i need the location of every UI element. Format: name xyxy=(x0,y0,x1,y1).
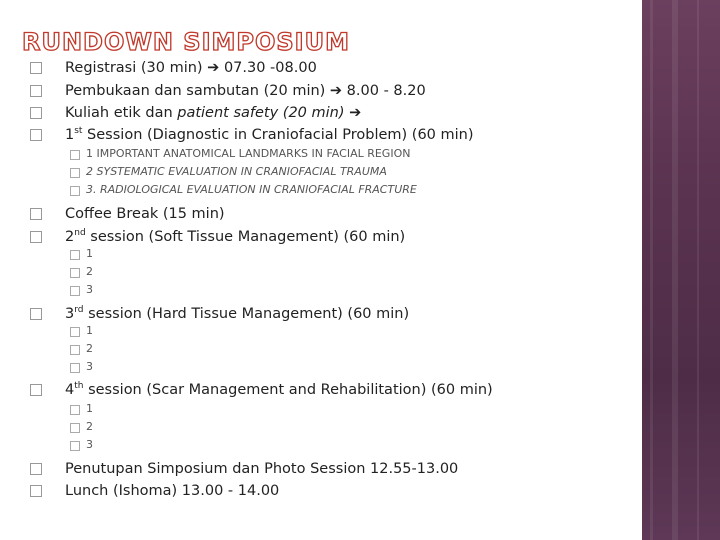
sub-bullet-icon xyxy=(70,441,80,451)
bullet-icon xyxy=(30,463,42,475)
sub-bullet-icon xyxy=(70,286,80,296)
session-number: 4 xyxy=(65,382,75,398)
session-number: 1 xyxy=(65,127,75,143)
ordinal-suffix: rd xyxy=(74,305,84,316)
arrow-icon: ➔ xyxy=(344,105,362,121)
sub-bullet-icon xyxy=(70,250,80,260)
item-session-3 xyxy=(65,305,409,323)
sidebar-stripe xyxy=(650,0,653,540)
subitem-landmarks: 1 IMPORTANT ANATOMICAL LANDMARKS IN FACIAL REGION xyxy=(86,147,411,160)
item-kuliah-italic: patient safety (20 min) xyxy=(177,105,345,121)
subitem-systematic: 2 SYSTEMATIC EVALUATION IN CRANIOFACIAL TRAUMA xyxy=(86,165,387,178)
sidebar-stripe xyxy=(672,0,678,540)
item-kuliah-etik xyxy=(65,104,361,122)
session-title: session (Hard Tissue Management) (60 min) xyxy=(83,306,410,322)
bullet-icon xyxy=(30,208,42,220)
sub-bullet-icon xyxy=(70,150,80,160)
item-penutupan: Penutupan Simposium dan Photo Session 12.55-13.00 xyxy=(65,461,459,477)
item-pembukaan: Pembukaan dan sambutan (20 min) ➔ 8.00 - 8.20 xyxy=(65,83,426,99)
session-title: session (Scar Management and Rehabilitation) (60 min) xyxy=(83,382,493,398)
session-title: session (Soft Tissue Management) (60 min) xyxy=(85,229,406,245)
item-lunch: Lunch (Ishoma) 13.00 - 14.00 xyxy=(65,483,280,499)
bullet-icon xyxy=(30,129,42,141)
sidebar-stripe xyxy=(697,0,699,540)
ordinal-suffix: nd xyxy=(74,228,86,239)
sub-bullet-icon xyxy=(70,423,80,433)
bullet-icon xyxy=(30,485,42,497)
item-session-1 xyxy=(65,126,474,144)
subitem-s4-2: 2 xyxy=(86,420,93,433)
session-number: 3 xyxy=(65,306,75,322)
session-number: 2 xyxy=(65,229,75,245)
bullet-icon xyxy=(30,308,42,320)
sub-bullet-icon xyxy=(70,327,80,337)
ordinal-suffix: st xyxy=(74,126,83,137)
item-session-4 xyxy=(65,381,493,399)
sub-bullet-icon xyxy=(70,186,80,196)
bullet-icon xyxy=(30,384,42,396)
session-title: Session (Diagnostic in Craniofacial Problem) (60 min) xyxy=(82,127,474,143)
subitem-s2-2: 2 xyxy=(86,265,93,278)
subitem-s3-1: 1 xyxy=(86,324,93,337)
subitem-s2-1: 1 xyxy=(86,247,93,260)
subitem-s3-3: 3 xyxy=(86,360,93,373)
decorative-sidebar xyxy=(642,0,720,540)
sub-bullet-icon xyxy=(70,168,80,178)
subitem-s4-1: 1 xyxy=(86,402,93,415)
item-coffee-break: Coffee Break (15 min) xyxy=(65,206,225,222)
bullet-icon xyxy=(30,85,42,97)
bullet-icon xyxy=(30,231,42,243)
subitem-s3-2: 2 xyxy=(86,342,93,355)
bullet-icon xyxy=(30,62,42,74)
sub-bullet-icon xyxy=(70,268,80,278)
sub-bullet-icon xyxy=(70,345,80,355)
bullet-icon xyxy=(30,107,42,119)
subitem-radiological: 3. RADIOLOGICAL EVALUATION IN CRANIOFACIAL FRACTURE xyxy=(86,183,417,196)
ordinal-suffix: th xyxy=(74,381,84,392)
item-session-2 xyxy=(65,228,405,246)
sub-bullet-icon xyxy=(70,405,80,415)
subitem-s4-3: 3 xyxy=(86,438,93,451)
item-registrasi: Registrasi (30 min) ➔ 07.30 -08.00 xyxy=(65,60,317,76)
subitem-s2-3: 3 xyxy=(86,283,93,296)
sub-bullet-icon xyxy=(70,363,80,373)
slide-title: RUNDOWN SIMPOSIUM xyxy=(22,28,350,56)
item-kuliah-text: Kuliah etik dan xyxy=(65,105,178,121)
